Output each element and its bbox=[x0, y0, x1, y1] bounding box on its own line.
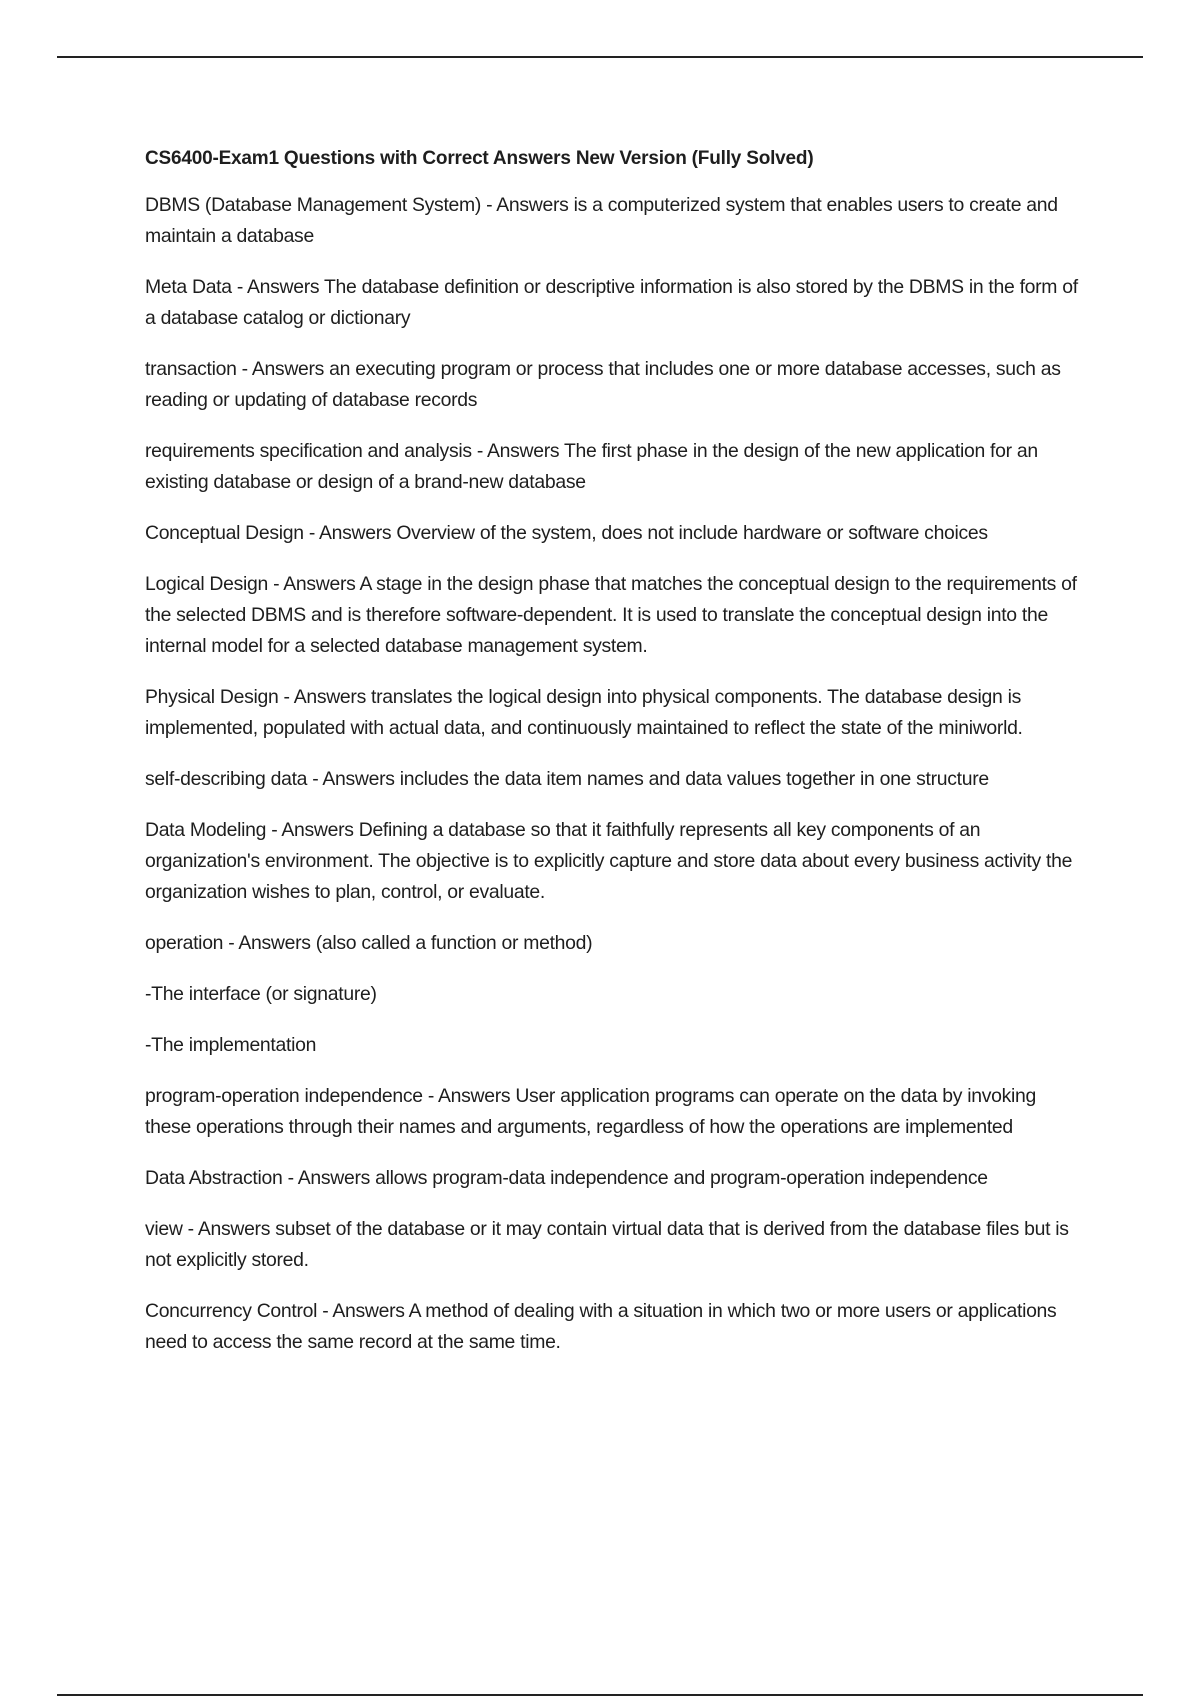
entry-transaction: transaction - Answers an executing program or process that includes one or more database accesses, such as reading or updating of database records bbox=[145, 358, 1061, 411]
entry-physical-design: Physical Design - Answers translates the logical design into physical components. The database design is implemented, populated with actual data, and continuously maintained to reflect the state of the miniworld. bbox=[145, 686, 1023, 739]
entry-operation-interface: -The interface (or signature) bbox=[145, 983, 377, 1005]
entry-view: view - Answers subset of the database or it may contain virtual data that is derived from the database files but is not explicitly stored. bbox=[145, 1218, 1069, 1271]
entry-logical-design: Logical Design - Answers A stage in the design phase that matches the conceptual design to the requirements of the selected DBMS and is therefore software-dependent. It is used to translate the conceptual design into the internal model for a selected database management system. bbox=[145, 573, 1077, 657]
entry-operation: operation - Answers (also called a function or method) bbox=[145, 932, 593, 954]
entry-data-modeling: Data Modeling - Answers Defining a database so that it faithfully represents all key components of an organization's environment. The objective is to explicitly capture and store data about every business activity the organization wishes to plan, control, or evaluate. bbox=[145, 819, 1073, 903]
entry-data-abstraction: Data Abstraction - Answers allows program-data independence and program-operation independence bbox=[145, 1167, 988, 1189]
bottom-rule bbox=[57, 1694, 1143, 1696]
document-body bbox=[145, 144, 1085, 1378]
entry-meta-data: Meta Data - Answers The database definition or descriptive information is also stored by the DBMS in the form of a database catalog or dictionary bbox=[145, 276, 1078, 329]
document-title: CS6400-Exam1 Questions with Correct Answers New Version (Fully Solved) bbox=[145, 148, 814, 169]
entry-concurrency-control: Concurrency Control - Answers A method of dealing with a situation in which two or more users or applications need to access the same record at the same time. bbox=[145, 1300, 1057, 1353]
entry-requirements-specification: requirements specification and analysis - Answers The first phase in the design of the new application for an existing database or design of a brand-new database bbox=[145, 440, 1038, 493]
entry-self-describing-data: self-describing data - Answers includes the data item names and data values together in one structure bbox=[145, 768, 989, 790]
entry-program-operation-independence: program-operation independence - Answers User application programs can operate on the data by invoking these operations through their names and arguments, regardless of how the operations are implemented bbox=[145, 1085, 1037, 1138]
top-rule bbox=[57, 56, 1143, 58]
entry-dbms: DBMS (Database Management System) - Answers is a computerized system that enables users to create and maintain a database bbox=[145, 194, 1058, 247]
entry-operation-implementation: -The implementation bbox=[145, 1034, 317, 1056]
entry-conceptual-design: Conceptual Design - Answers Overview of the system, does not include hardware or software choices bbox=[145, 522, 988, 544]
